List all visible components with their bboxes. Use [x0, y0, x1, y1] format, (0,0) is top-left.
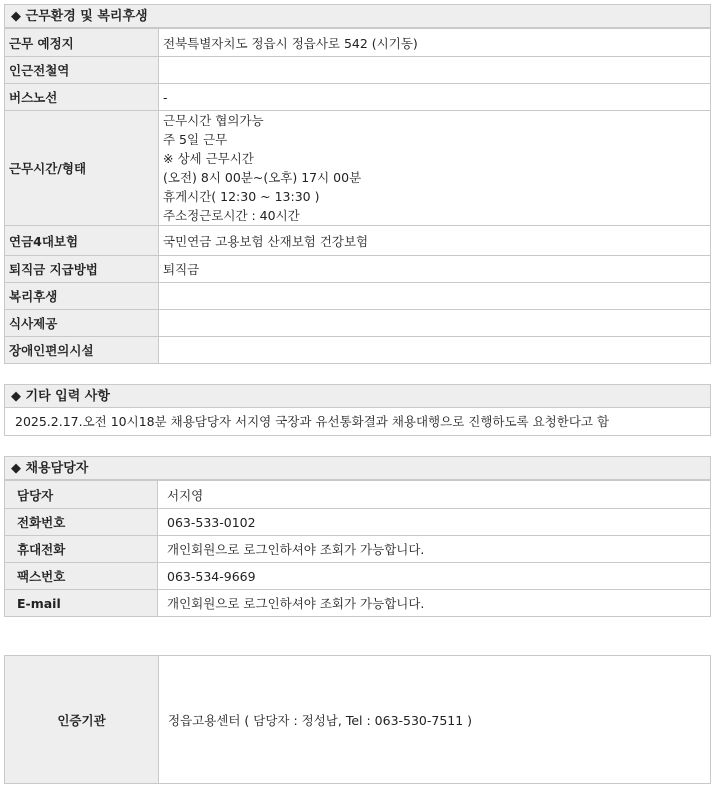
- table-row: [5, 283, 711, 310]
- row-value: 개인회원으로 로그인하셔야 조회가 가능합니다.: [158, 536, 711, 563]
- row-label: 인근전철역: [5, 57, 159, 84]
- table-row: [5, 256, 711, 283]
- cert-table: [4, 655, 711, 784]
- table-row: [5, 57, 711, 84]
- row-value: [159, 310, 711, 337]
- contact-section: [4, 456, 711, 617]
- row-label: 담당자: [5, 481, 158, 509]
- row-label: 전화번호: [5, 509, 158, 536]
- row-value: [159, 57, 711, 84]
- table-row: [5, 481, 711, 509]
- row-value: 서지영: [158, 481, 711, 509]
- row-value: 전북특별자치도 정읍시 정읍사로 542 (시기동): [159, 29, 711, 57]
- contact-title: ◆ 채용담당자: [4, 456, 711, 480]
- row-value: -: [159, 84, 711, 111]
- work-hours-line: 주소정근로시간 : 40시간: [163, 208, 300, 223]
- work-env-section: [4, 4, 711, 364]
- table-row: [5, 310, 711, 337]
- work-hours-line: 근무시간 협의가능: [163, 113, 264, 128]
- other-title: ◆ 기타 입력 사항: [4, 384, 711, 408]
- row-value: [159, 283, 711, 310]
- work-env-title: ◆ 근무환경 및 복리후생: [4, 4, 711, 28]
- table-row: [5, 226, 711, 256]
- table-row: [5, 656, 711, 784]
- row-label: 버스노선: [5, 84, 159, 111]
- other-text: 2025.2.17.오전 10시18분 채용담당자 서지영 국장과 유선통화결과 채용대행으로 진행하도록 요청한다고 함: [4, 408, 711, 436]
- row-label: 퇴직금 지급방법: [5, 256, 159, 283]
- cert-label: 인증기관: [5, 656, 159, 784]
- work-hours-line: 주 5일 근무: [163, 132, 228, 147]
- row-label: 휴대전화: [5, 536, 158, 563]
- table-row: [5, 337, 711, 364]
- row-label: 팩스번호: [5, 563, 158, 590]
- table-row: [5, 563, 711, 590]
- other-section: [4, 384, 711, 436]
- row-value: 063-533-0102: [158, 509, 711, 536]
- table-row: [5, 29, 711, 57]
- table-row: [5, 509, 711, 536]
- work-env-table: [4, 28, 711, 364]
- row-label: 장애인편의시설: [5, 337, 159, 364]
- row-label: 근무시간/형태: [5, 111, 159, 226]
- work-hours-line: ※ 상세 근무시간: [163, 151, 254, 166]
- cert-section: [4, 655, 711, 784]
- row-label: 식사제공: [5, 310, 159, 337]
- cert-value: 정읍고용센터 ( 담당자 : 정성남, Tel : 063-530-7511 ): [159, 656, 711, 784]
- row-value: 퇴직금: [159, 256, 711, 283]
- table-row: [5, 536, 711, 563]
- contact-table: [4, 480, 711, 617]
- work-hours-line: (오전) 8시 00분~(오후) 17시 00분: [163, 170, 362, 185]
- table-row: [5, 590, 711, 617]
- work-hours-value: [159, 111, 711, 226]
- row-value: 063-534-9669: [158, 563, 711, 590]
- row-label: 복리후생: [5, 283, 159, 310]
- row-label: 근무 예정지: [5, 29, 159, 57]
- row-value: 국민연금 고용보험 산재보험 건강보험: [159, 226, 711, 256]
- work-hours-line: 휴게시간( 12:30 ~ 13:30 ): [163, 189, 320, 204]
- table-row: [5, 84, 711, 111]
- row-label: 연금4대보험: [5, 226, 159, 256]
- row-label: E-mail: [5, 590, 158, 617]
- row-value: 개인회원으로 로그인하셔야 조회가 가능합니다.: [158, 590, 711, 617]
- table-row: [5, 111, 711, 226]
- row-value: [159, 337, 711, 364]
